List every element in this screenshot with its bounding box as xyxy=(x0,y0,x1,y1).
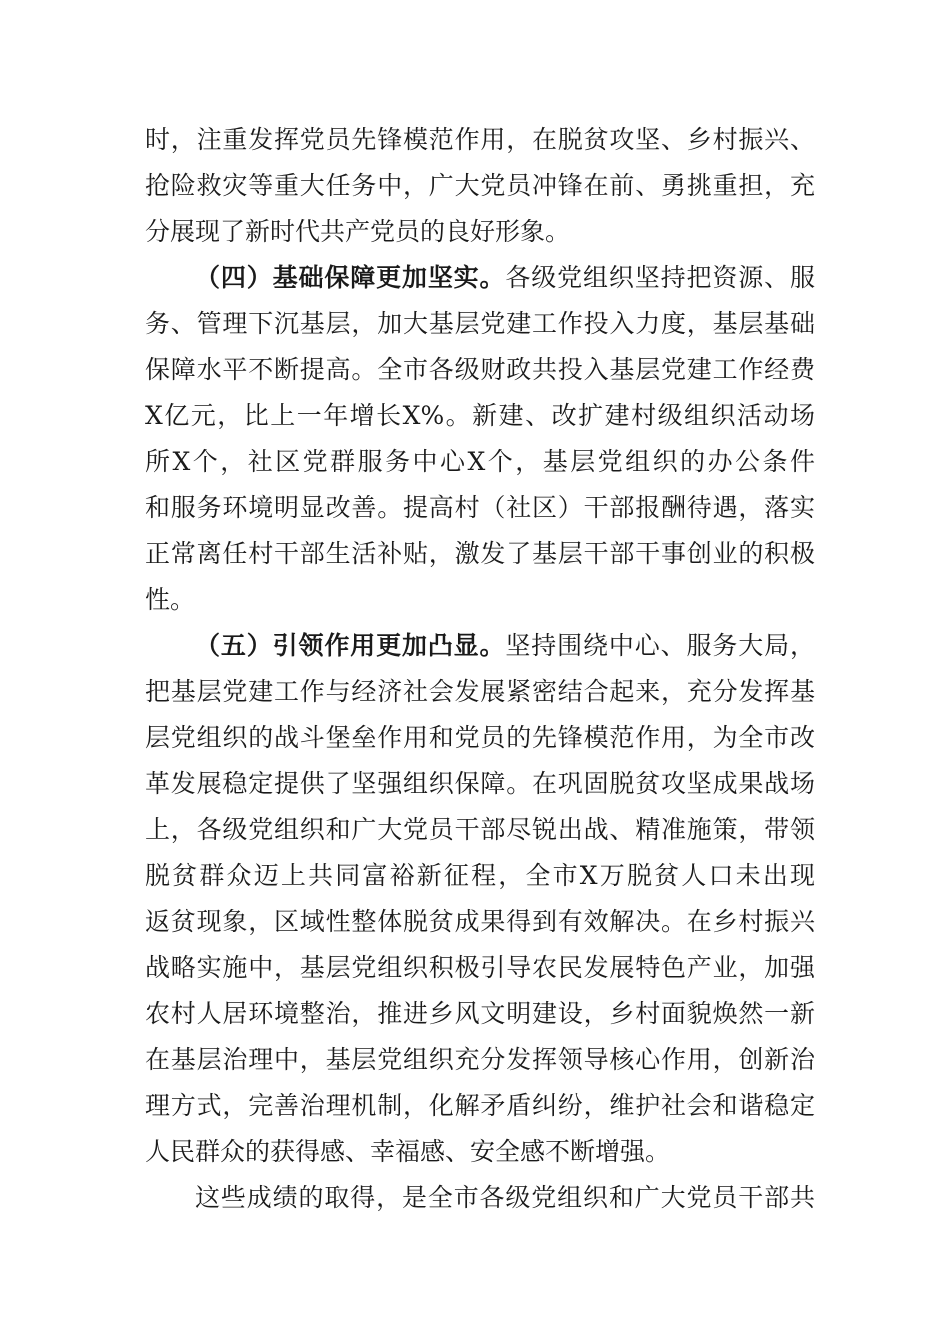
section-heading-line: （四）基础保障更加坚实。各级党组织坚持把资源、服 xyxy=(195,263,815,292)
body-line: 上，各级党组织和广大党员干部尽锐出战、精准施策，带领 xyxy=(145,815,815,844)
body-line: 在基层治理中，基层党组织充分发挥领导核心作用，创新治 xyxy=(145,1045,815,1074)
body-line: 理方式，完善治理机制，化解矛盾纠纷，维护社会和谐稳定 xyxy=(145,1091,815,1120)
body-line: 革发展稳定提供了坚强组织保障。在巩固脱贫攻坚成果战场 xyxy=(145,769,815,798)
body-line: 和服务环境明显改善。提高村（社区）干部报酬待遇，落实 xyxy=(145,493,815,522)
body-line: 脱贫群众迈上共同富裕新征程，全市X万脱贫人口未出现 xyxy=(145,861,815,890)
body-line: 农村人居环境整治，推进乡风文明建设，乡村面貌焕然一新 xyxy=(145,999,815,1028)
body-line: 战略实施中，基层党组织积极引导农民发展特色产业，加强 xyxy=(145,953,815,982)
section-heading-line: （五）引领作用更加凸显。坚持围绕中心、服务大局， xyxy=(195,631,815,660)
body-line: 务、管理下沉基层，加大基层党建工作投入力度，基层基础 xyxy=(145,309,815,338)
body-line: 时，注重发挥党员先锋模范作用，在脱贫攻坚、乡村振兴、 xyxy=(145,125,815,154)
body-line: 所X个，社区党群服务中心X个，基层党组织的办公条件 xyxy=(145,447,815,476)
section-heading: （四）基础保障更加坚实。 xyxy=(195,263,506,292)
body-line: X亿元，比上一年增长X%。新建、改扩建村级组织活动场 xyxy=(145,401,815,430)
body-line: 把基层党建工作与经济社会发展紧密结合起来，充分发挥基 xyxy=(145,677,815,706)
body-line: 人民群众的获得感、幸福感、安全感不断增强。 xyxy=(145,1137,671,1166)
body-line: 正常离任村干部生活补贴，激发了基层干部干事创业的积极 xyxy=(145,539,815,568)
body-line: 这些成绩的取得，是全市各级党组织和广大党员干部共 xyxy=(195,1183,815,1212)
body-line: 性。 xyxy=(145,585,196,614)
body-line: 分展现了新时代共产党员的良好形象。 xyxy=(145,217,571,246)
body-line: 保障水平不断提高。全市各级财政共投入基层党建工作经费 xyxy=(145,355,815,384)
section-heading: （五）引领作用更加凸显。 xyxy=(195,631,506,660)
body-line: 层党组织的战斗堡垒作用和党员的先锋模范作用，为全市改 xyxy=(145,723,815,752)
body-line: 返贫现象，区域性整体脱贫成果得到有效解决。在乡村振兴 xyxy=(145,907,815,936)
body-line: 抢险救灾等重大任务中，广大党员冲锋在前、勇挑重担，充 xyxy=(145,171,815,200)
